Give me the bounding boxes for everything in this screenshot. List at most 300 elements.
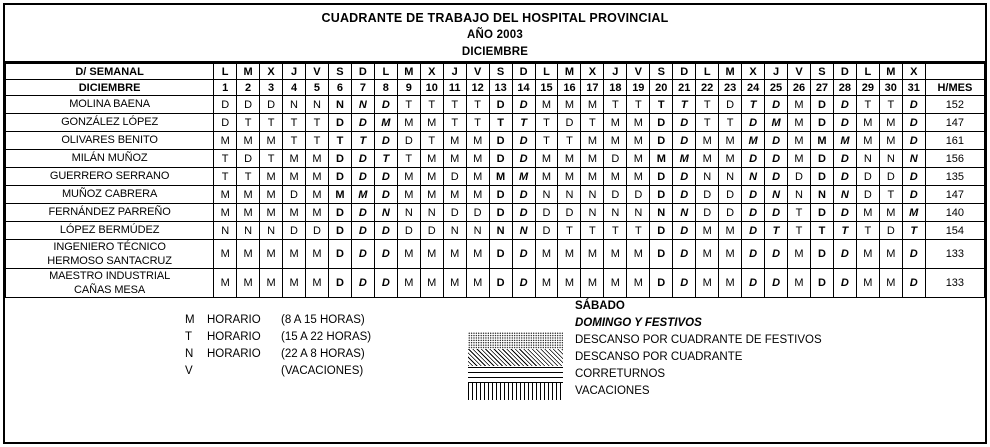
employee-name-cell[interactable] — [6, 222, 214, 240]
shift-cell[interactable] — [512, 96, 535, 114]
shift-cell[interactable] — [673, 222, 696, 240]
shift-cell[interactable] — [466, 96, 489, 114]
shift-cell[interactable] — [512, 240, 535, 269]
shift-cell[interactable] — [237, 132, 260, 150]
shift-cell[interactable] — [535, 204, 558, 222]
shift-cell[interactable] — [466, 168, 489, 186]
shift-cell[interactable] — [328, 150, 351, 168]
shift-cell[interactable] — [466, 269, 489, 298]
shift-cell[interactable] — [765, 204, 788, 222]
employee-name-cell[interactable] — [6, 132, 214, 150]
shift-cell[interactable] — [833, 269, 856, 298]
shift-cell[interactable] — [788, 222, 811, 240]
shift-cell[interactable] — [581, 204, 604, 222]
shift-cell[interactable] — [742, 132, 765, 150]
shift-cell[interactable] — [673, 204, 696, 222]
shift-cell[interactable] — [833, 132, 856, 150]
shift-cell[interactable] — [397, 240, 420, 269]
shift-cell[interactable] — [374, 168, 397, 186]
shift-cell[interactable] — [788, 269, 811, 298]
shift-cell[interactable] — [260, 240, 283, 269]
shift-cell[interactable] — [328, 186, 351, 204]
shift-cell[interactable] — [673, 132, 696, 150]
shift-cell[interactable] — [696, 150, 719, 168]
shift-cell[interactable] — [673, 96, 696, 114]
shift-cell[interactable] — [650, 204, 673, 222]
shift-cell[interactable] — [558, 204, 581, 222]
shift-cell[interactable] — [627, 150, 650, 168]
shift-cell[interactable] — [856, 96, 879, 114]
shift-cell[interactable] — [558, 240, 581, 269]
shift-cell[interactable] — [902, 168, 925, 186]
shift-cell[interactable] — [902, 222, 925, 240]
shift-cell[interactable] — [535, 150, 558, 168]
shift-cell[interactable] — [351, 96, 374, 114]
shift-cell[interactable] — [627, 222, 650, 240]
shift-cell[interactable] — [328, 240, 351, 269]
shift-cell[interactable] — [879, 114, 902, 132]
shift-cell[interactable] — [856, 269, 879, 298]
shift-cell[interactable] — [788, 96, 811, 114]
shift-cell[interactable] — [489, 186, 512, 204]
shift-cell[interactable] — [466, 132, 489, 150]
shift-cell[interactable] — [328, 132, 351, 150]
shift-cell[interactable] — [489, 240, 512, 269]
shift-cell[interactable] — [673, 269, 696, 298]
shift-cell[interactable] — [466, 150, 489, 168]
shift-cell[interactable] — [443, 222, 466, 240]
shift-cell[interactable] — [856, 168, 879, 186]
shift-cell[interactable] — [673, 114, 696, 132]
shift-cell[interactable] — [879, 240, 902, 269]
shift-cell[interactable] — [283, 150, 306, 168]
shift-cell[interactable] — [237, 150, 260, 168]
shift-cell[interactable] — [696, 186, 719, 204]
shift-cell[interactable] — [856, 150, 879, 168]
shift-cell[interactable] — [558, 132, 581, 150]
shift-cell[interactable] — [260, 150, 283, 168]
shift-cell[interactable] — [765, 150, 788, 168]
shift-cell[interactable] — [810, 96, 833, 114]
shift-cell[interactable] — [374, 204, 397, 222]
shift-cell[interactable] — [810, 114, 833, 132]
shift-cell[interactable] — [604, 168, 627, 186]
shift-cell[interactable] — [604, 96, 627, 114]
shift-cell[interactable] — [604, 150, 627, 168]
shift-cell[interactable] — [902, 240, 925, 269]
shift-cell[interactable] — [627, 132, 650, 150]
shift-cell[interactable] — [765, 132, 788, 150]
shift-cell[interactable] — [879, 96, 902, 114]
shift-cell[interactable] — [765, 114, 788, 132]
shift-cell[interactable] — [581, 186, 604, 204]
shift-cell[interactable] — [351, 168, 374, 186]
shift-cell[interactable] — [489, 222, 512, 240]
shift-cell[interactable] — [306, 240, 329, 269]
shift-cell[interactable] — [650, 132, 673, 150]
shift-cell[interactable] — [650, 96, 673, 114]
shift-cell[interactable] — [650, 222, 673, 240]
shift-cell[interactable] — [374, 114, 397, 132]
shift-cell[interactable] — [237, 186, 260, 204]
shift-cell[interactable] — [788, 204, 811, 222]
shift-cell[interactable] — [879, 168, 902, 186]
shift-cell[interactable] — [879, 186, 902, 204]
shift-cell[interactable] — [443, 168, 466, 186]
shift-cell[interactable] — [306, 204, 329, 222]
shift-cell[interactable] — [328, 168, 351, 186]
shift-cell[interactable] — [237, 240, 260, 269]
shift-cell[interactable] — [397, 132, 420, 150]
shift-cell[interactable] — [535, 222, 558, 240]
shift-cell[interactable] — [351, 240, 374, 269]
shift-cell[interactable] — [581, 269, 604, 298]
shift-cell[interactable] — [627, 186, 650, 204]
shift-cell[interactable] — [283, 168, 306, 186]
shift-cell[interactable] — [374, 222, 397, 240]
shift-cell[interactable] — [810, 269, 833, 298]
shift-cell[interactable] — [351, 132, 374, 150]
shift-cell[interactable] — [765, 269, 788, 298]
shift-cell[interactable] — [765, 168, 788, 186]
shift-cell[interactable] — [397, 168, 420, 186]
employee-name-cell[interactable] — [6, 114, 214, 132]
shift-cell[interactable] — [650, 269, 673, 298]
shift-cell[interactable] — [420, 168, 443, 186]
shift-cell[interactable] — [742, 240, 765, 269]
employee-name-cell[interactable] — [6, 150, 214, 168]
shift-cell[interactable] — [902, 96, 925, 114]
shift-cell[interactable] — [489, 96, 512, 114]
shift-cell[interactable] — [788, 132, 811, 150]
shift-cell[interactable] — [879, 150, 902, 168]
shift-cell[interactable] — [328, 204, 351, 222]
shift-cell[interactable] — [260, 186, 283, 204]
shift-cell[interactable] — [696, 96, 719, 114]
shift-cell[interactable] — [856, 132, 879, 150]
shift-cell[interactable] — [237, 114, 260, 132]
shift-cell[interactable] — [214, 150, 237, 168]
shift-cell[interactable] — [237, 168, 260, 186]
shift-cell[interactable] — [306, 186, 329, 204]
shift-cell[interactable] — [351, 222, 374, 240]
shift-cell[interactable] — [742, 114, 765, 132]
shift-cell[interactable] — [374, 186, 397, 204]
shift-cell[interactable] — [696, 269, 719, 298]
shift-cell[interactable] — [719, 150, 742, 168]
employee-name-cell[interactable] — [6, 240, 214, 269]
shift-cell[interactable] — [650, 168, 673, 186]
shift-cell[interactable] — [535, 132, 558, 150]
shift-cell[interactable] — [788, 186, 811, 204]
shift-cell[interactable] — [283, 222, 306, 240]
shift-cell[interactable] — [696, 204, 719, 222]
shift-cell[interactable] — [558, 114, 581, 132]
shift-cell[interactable] — [627, 114, 650, 132]
shift-cell[interactable] — [833, 114, 856, 132]
shift-cell[interactable] — [833, 186, 856, 204]
shift-cell[interactable] — [397, 186, 420, 204]
shift-cell[interactable] — [627, 240, 650, 269]
employee-name-cell[interactable] — [6, 204, 214, 222]
shift-cell[interactable] — [902, 150, 925, 168]
shift-cell[interactable] — [902, 186, 925, 204]
shift-cell[interactable] — [696, 240, 719, 269]
shift-cell[interactable] — [260, 132, 283, 150]
shift-cell[interactable] — [742, 96, 765, 114]
shift-cell[interactable] — [879, 204, 902, 222]
shift-cell[interactable] — [650, 240, 673, 269]
shift-cell[interactable] — [283, 114, 306, 132]
shift-cell[interactable] — [673, 168, 696, 186]
shift-cell[interactable] — [719, 168, 742, 186]
shift-cell[interactable] — [742, 168, 765, 186]
shift-cell[interactable] — [283, 186, 306, 204]
shift-cell[interactable] — [719, 222, 742, 240]
shift-cell[interactable] — [420, 186, 443, 204]
shift-cell[interactable] — [856, 186, 879, 204]
shift-cell[interactable] — [237, 204, 260, 222]
shift-cell[interactable] — [856, 114, 879, 132]
shift-cell[interactable] — [765, 96, 788, 114]
shift-cell[interactable] — [306, 269, 329, 298]
shift-cell[interactable] — [673, 186, 696, 204]
shift-cell[interactable] — [443, 114, 466, 132]
shift-cell[interactable] — [673, 150, 696, 168]
shift-cell[interactable] — [719, 132, 742, 150]
shift-cell[interactable] — [512, 269, 535, 298]
shift-cell[interactable] — [879, 222, 902, 240]
employee-name-cell[interactable] — [6, 269, 214, 298]
shift-cell[interactable] — [535, 168, 558, 186]
shift-cell[interactable] — [581, 132, 604, 150]
shift-cell[interactable] — [902, 204, 925, 222]
shift-cell[interactable] — [810, 186, 833, 204]
shift-cell[interactable] — [535, 269, 558, 298]
shift-cell[interactable] — [420, 204, 443, 222]
shift-cell[interactable] — [443, 269, 466, 298]
shift-cell[interactable] — [512, 114, 535, 132]
shift-cell[interactable] — [581, 222, 604, 240]
shift-cell[interactable] — [214, 132, 237, 150]
shift-cell[interactable] — [351, 114, 374, 132]
shift-cell[interactable] — [512, 204, 535, 222]
shift-cell[interactable] — [765, 240, 788, 269]
shift-cell[interactable] — [810, 222, 833, 240]
shift-cell[interactable] — [719, 114, 742, 132]
shift-cell[interactable] — [283, 96, 306, 114]
shift-cell[interactable] — [788, 168, 811, 186]
shift-cell[interactable] — [306, 114, 329, 132]
shift-cell[interactable] — [283, 269, 306, 298]
shift-cell[interactable] — [214, 269, 237, 298]
shift-cell[interactable] — [260, 96, 283, 114]
shift-cell[interactable] — [833, 168, 856, 186]
shift-cell[interactable] — [719, 186, 742, 204]
shift-cell[interactable] — [788, 114, 811, 132]
shift-cell[interactable] — [489, 150, 512, 168]
shift-cell[interactable] — [833, 96, 856, 114]
shift-cell[interactable] — [581, 168, 604, 186]
shift-cell[interactable] — [397, 222, 420, 240]
shift-cell[interactable] — [604, 186, 627, 204]
shift-cell[interactable] — [466, 222, 489, 240]
shift-cell[interactable] — [512, 132, 535, 150]
shift-cell[interactable] — [260, 269, 283, 298]
shift-cell[interactable] — [443, 240, 466, 269]
shift-cell[interactable] — [535, 240, 558, 269]
shift-cell[interactable] — [214, 240, 237, 269]
shift-cell[interactable] — [512, 150, 535, 168]
shift-cell[interactable] — [742, 222, 765, 240]
shift-cell[interactable] — [420, 96, 443, 114]
shift-cell[interactable] — [902, 269, 925, 298]
shift-cell[interactable] — [214, 168, 237, 186]
shift-cell[interactable] — [719, 204, 742, 222]
shift-cell[interactable] — [604, 114, 627, 132]
shift-cell[interactable] — [627, 96, 650, 114]
shift-cell[interactable] — [833, 150, 856, 168]
shift-cell[interactable] — [420, 269, 443, 298]
employee-name-cell[interactable] — [6, 96, 214, 114]
shift-cell[interactable] — [558, 222, 581, 240]
shift-cell[interactable] — [489, 204, 512, 222]
shift-cell[interactable] — [581, 96, 604, 114]
shift-cell[interactable] — [214, 114, 237, 132]
shift-cell[interactable] — [558, 269, 581, 298]
shift-cell[interactable] — [512, 222, 535, 240]
shift-cell[interactable] — [810, 240, 833, 269]
shift-cell[interactable] — [902, 114, 925, 132]
shift-cell[interactable] — [489, 269, 512, 298]
shift-cell[interactable] — [214, 222, 237, 240]
shift-cell[interactable] — [374, 240, 397, 269]
shift-cell[interactable] — [443, 150, 466, 168]
shift-cell[interactable] — [260, 222, 283, 240]
shift-cell[interactable] — [351, 150, 374, 168]
shift-cell[interactable] — [604, 269, 627, 298]
shift-cell[interactable] — [443, 204, 466, 222]
shift-cell[interactable] — [374, 150, 397, 168]
shift-cell[interactable] — [879, 269, 902, 298]
shift-cell[interactable] — [214, 186, 237, 204]
shift-cell[interactable] — [443, 132, 466, 150]
shift-cell[interactable] — [489, 168, 512, 186]
shift-cell[interactable] — [420, 222, 443, 240]
shift-cell[interactable] — [397, 204, 420, 222]
shift-cell[interactable] — [650, 186, 673, 204]
shift-cell[interactable] — [581, 150, 604, 168]
shift-cell[interactable] — [742, 269, 765, 298]
shift-cell[interactable] — [788, 240, 811, 269]
shift-cell[interactable] — [374, 269, 397, 298]
shift-cell[interactable] — [237, 96, 260, 114]
shift-cell[interactable] — [283, 240, 306, 269]
shift-cell[interactable] — [558, 186, 581, 204]
shift-cell[interactable] — [351, 186, 374, 204]
shift-cell[interactable] — [604, 204, 627, 222]
shift-cell[interactable] — [535, 96, 558, 114]
shift-cell[interactable] — [260, 168, 283, 186]
shift-cell[interactable] — [696, 132, 719, 150]
shift-cell[interactable] — [810, 132, 833, 150]
shift-cell[interactable] — [833, 204, 856, 222]
shift-cell[interactable] — [306, 96, 329, 114]
shift-cell[interactable] — [489, 114, 512, 132]
shift-cell[interactable] — [604, 240, 627, 269]
shift-cell[interactable] — [328, 269, 351, 298]
shift-cell[interactable] — [306, 168, 329, 186]
shift-cell[interactable] — [283, 204, 306, 222]
shift-cell[interactable] — [328, 96, 351, 114]
shift-cell[interactable] — [856, 222, 879, 240]
shift-cell[interactable] — [742, 150, 765, 168]
shift-cell[interactable] — [856, 204, 879, 222]
shift-cell[interactable] — [328, 222, 351, 240]
shift-cell[interactable] — [214, 204, 237, 222]
shift-cell[interactable] — [581, 114, 604, 132]
shift-cell[interactable] — [696, 114, 719, 132]
shift-cell[interactable] — [719, 240, 742, 269]
shift-cell[interactable] — [306, 132, 329, 150]
shift-cell[interactable] — [489, 132, 512, 150]
employee-name-cell[interactable] — [6, 186, 214, 204]
shift-cell[interactable] — [902, 132, 925, 150]
shift-cell[interactable] — [719, 269, 742, 298]
shift-cell[interactable] — [535, 114, 558, 132]
shift-cell[interactable] — [237, 222, 260, 240]
shift-cell[interactable] — [512, 186, 535, 204]
shift-cell[interactable] — [466, 240, 489, 269]
shift-cell[interactable] — [420, 150, 443, 168]
shift-cell[interactable] — [833, 240, 856, 269]
shift-cell[interactable] — [581, 240, 604, 269]
shift-cell[interactable] — [306, 222, 329, 240]
shift-cell[interactable] — [260, 114, 283, 132]
shift-cell[interactable] — [397, 96, 420, 114]
shift-cell[interactable] — [833, 222, 856, 240]
shift-cell[interactable] — [742, 204, 765, 222]
shift-cell[interactable] — [351, 204, 374, 222]
shift-cell[interactable] — [306, 150, 329, 168]
shift-cell[interactable] — [443, 96, 466, 114]
shift-cell[interactable] — [466, 186, 489, 204]
shift-cell[interactable] — [627, 168, 650, 186]
shift-cell[interactable] — [420, 240, 443, 269]
shift-cell[interactable] — [650, 114, 673, 132]
shift-cell[interactable] — [604, 132, 627, 150]
shift-cell[interactable] — [558, 96, 581, 114]
shift-cell[interactable] — [512, 168, 535, 186]
shift-cell[interactable] — [810, 150, 833, 168]
employee-name-cell[interactable] — [6, 168, 214, 186]
shift-cell[interactable] — [696, 168, 719, 186]
shift-cell[interactable] — [627, 204, 650, 222]
shift-cell[interactable] — [374, 96, 397, 114]
shift-cell[interactable] — [237, 269, 260, 298]
shift-cell[interactable] — [810, 168, 833, 186]
shift-cell[interactable] — [420, 114, 443, 132]
shift-cell[interactable] — [443, 186, 466, 204]
shift-cell[interactable] — [535, 186, 558, 204]
shift-cell[interactable] — [260, 204, 283, 222]
shift-cell[interactable] — [719, 96, 742, 114]
shift-cell[interactable] — [673, 240, 696, 269]
shift-cell[interactable] — [397, 150, 420, 168]
shift-cell[interactable] — [879, 132, 902, 150]
shift-cell[interactable] — [558, 150, 581, 168]
shift-cell[interactable] — [650, 150, 673, 168]
